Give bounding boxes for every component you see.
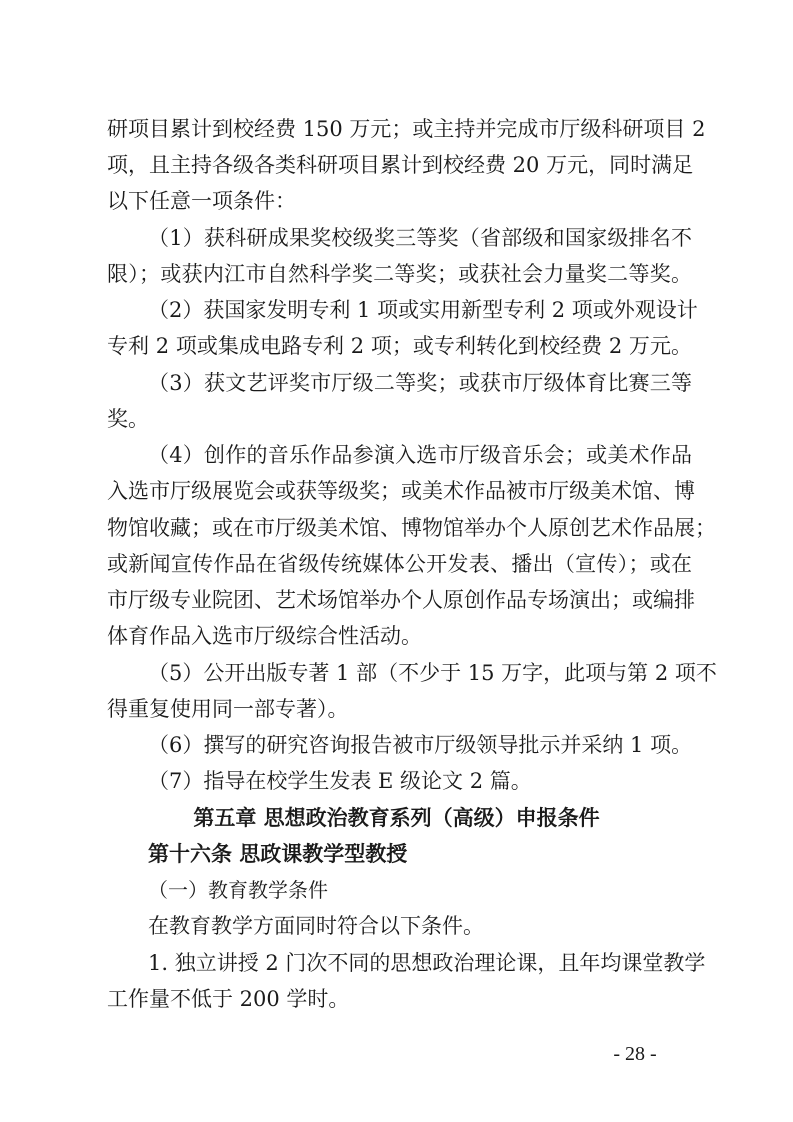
article-heading: 第十六条 思政课教学型教授 (148, 842, 408, 866)
body-line: 工作量不低于 200 学时。 (107, 987, 350, 1011)
body-line: 奖。 (107, 407, 149, 431)
body-line: 市厅级专业院团、艺术场馆举办个人原创作品专场演出；或编排 (107, 588, 695, 612)
body-line: 1. 独立讲授 2 门次不同的思想政治理论课，且年均课堂教学 (148, 951, 706, 975)
body-line: 研项目累计到校经费 150 万元；或主持并完成市厅级科研项目 2 (107, 117, 706, 141)
body-line: 以下任意一项条件： (107, 189, 296, 213)
body-line: 体育作品入选市厅级综合性活动。 (107, 624, 422, 648)
chapter-heading: 第五章 思想政治教育系列（高级）申报条件 (193, 806, 600, 830)
body-line: 得重复使用同一部专著）。 (107, 697, 349, 721)
page-number: - 28 - (613, 1043, 657, 1065)
body-line: （3）获文艺评奖市厅级二等奖；或获市厅级体育比赛三等 (148, 371, 692, 395)
body-line: （5）公开出版专著 1 部（不少于 15 万字，此项与第 2 项不 (148, 661, 717, 685)
body-line: 物馆收藏；或在市厅级美术馆、博物馆举办个人原创艺术作品展； (107, 516, 716, 540)
body-line: 在教育教学方面同时符合以下条件。 (148, 914, 484, 938)
body-line: 限）；或获内江市自然科学奖二等奖；或获社会力量奖二等奖。 (107, 262, 692, 286)
body-line: （7）指导在校学生发表 E 级论文 2 篇。 (148, 769, 532, 793)
body-line: （4）创作的音乐作品参演入选市厅级音乐会；或美术作品 (148, 443, 692, 467)
body-line: （6）撰写的研究咨询报告被市厅级领导批示并采纳 1 项。 (148, 733, 693, 757)
body-line: 项，且主持各级各类科研项目累计到校经费 20 万元，同时满足 (107, 153, 694, 177)
body-line: 或新闻宣传作品在省级传统媒体公开发表、播出（宣传）；或在 (107, 552, 692, 576)
body-line: 入选市厅级展览会或获等级奖；或美术作品被市厅级美术馆、博 (107, 479, 695, 503)
body-line: （1）获科研成果奖校级奖三等奖（省部级和国家级排名不 (148, 226, 692, 250)
section-heading: （一）教育教学条件 (148, 878, 328, 902)
body-line: （2）获国家发明专利 1 项或实用新型专利 2 项或外观设计 (148, 298, 698, 322)
body-line: 专利 2 项或集成电路专利 2 项；或专利转化到校经费 2 万元。 (107, 334, 692, 358)
